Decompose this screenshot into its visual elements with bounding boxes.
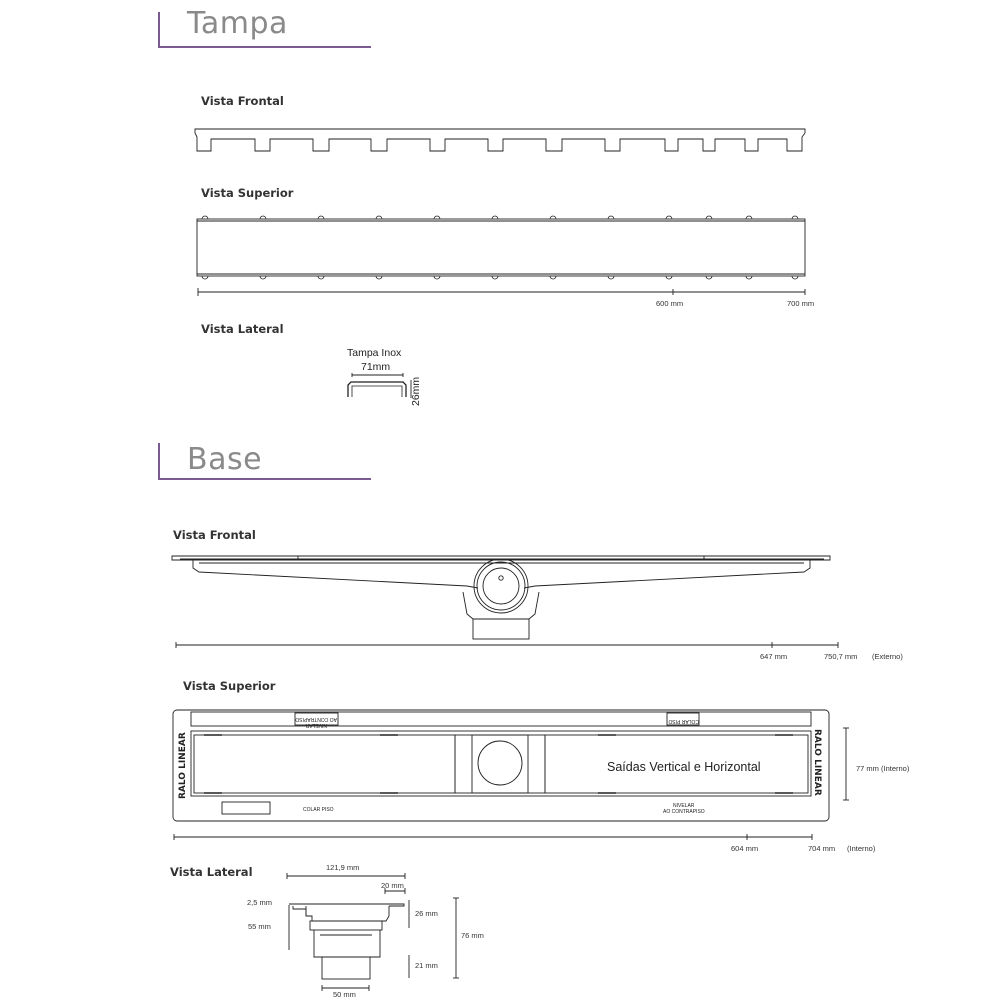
nivelar-bottom-2: AO CONTRAPISO: [663, 809, 705, 815]
base-superior-dim-604: 604 mm: [731, 844, 759, 853]
tampa-frontal-profile: [195, 129, 805, 151]
base-vista-superior-heading: Vista Superior: [183, 679, 276, 693]
base-frontal-dim-note: (Externo): [872, 652, 903, 661]
lat-dim-26: 26 mm: [415, 909, 438, 918]
lat-dim-20: 20 mm: [381, 881, 404, 890]
lat-dim-50: 50 mm: [333, 990, 356, 999]
nivelar-top-1: NIVELAR: [305, 722, 327, 728]
base-superior-dim-77: 77 mm (Interno): [856, 764, 910, 773]
lat-dim-21: 21 mm: [415, 961, 438, 970]
ralo-linear-left: RALO LINEAR: [178, 732, 188, 799]
base-superior-plan: [173, 710, 849, 840]
tampa-vista-superior-heading: Vista Superior: [201, 186, 294, 200]
lat-dim-121: 121,9 mm: [326, 863, 360, 872]
base-vista-lateral-heading: Vista Lateral: [170, 865, 253, 879]
tampa-superior-plan: [197, 216, 805, 296]
tampa-inox-width: 71mm: [361, 361, 391, 373]
lat-dim-76: 76 mm: [461, 931, 484, 940]
tampa-lateral-profile: [348, 373, 411, 398]
nivelar-bottom-1: NIVELAR: [673, 803, 695, 809]
saidas-label: Saídas Vertical e Horizontal: [607, 760, 761, 774]
base-lateral-profile: [287, 873, 459, 991]
tampa-vista-lateral-heading: Vista Lateral: [201, 322, 284, 336]
base-frontal-dim-647: 647 mm: [760, 652, 788, 661]
tampa-inox-label: Tampa Inox: [347, 347, 402, 359]
tampa-dim-600: 600 mm: [656, 299, 684, 308]
colar-piso-bottom: COLAR PISO: [303, 807, 334, 813]
lat-dim-2-5: 2,5 mm: [247, 898, 273, 907]
base-section-title: Base: [187, 442, 263, 477]
nivelar-top-2: AO CONTRAPISO: [295, 716, 337, 722]
tampa-vista-frontal-heading: Vista Frontal: [201, 94, 284, 108]
base-superior-dim-note: (Interno): [847, 844, 876, 853]
tampa-inox-height: 26mm: [410, 376, 422, 406]
lat-dim-55: 55 mm: [248, 922, 271, 931]
base-superior-dim-704: 704 mm: [808, 844, 836, 853]
ralo-linear-right: RALO LINEAR: [812, 729, 822, 796]
base-frontal-profile: [172, 556, 838, 648]
base-frontal-dim-750: 750,7 mm: [824, 652, 858, 661]
tampa-section-title: Tampa: [187, 6, 288, 41]
colar-piso-top: COLAR PISO: [668, 718, 699, 724]
base-vista-frontal-heading: Vista Frontal: [173, 528, 256, 542]
tampa-dim-700: 700 mm: [787, 299, 815, 308]
